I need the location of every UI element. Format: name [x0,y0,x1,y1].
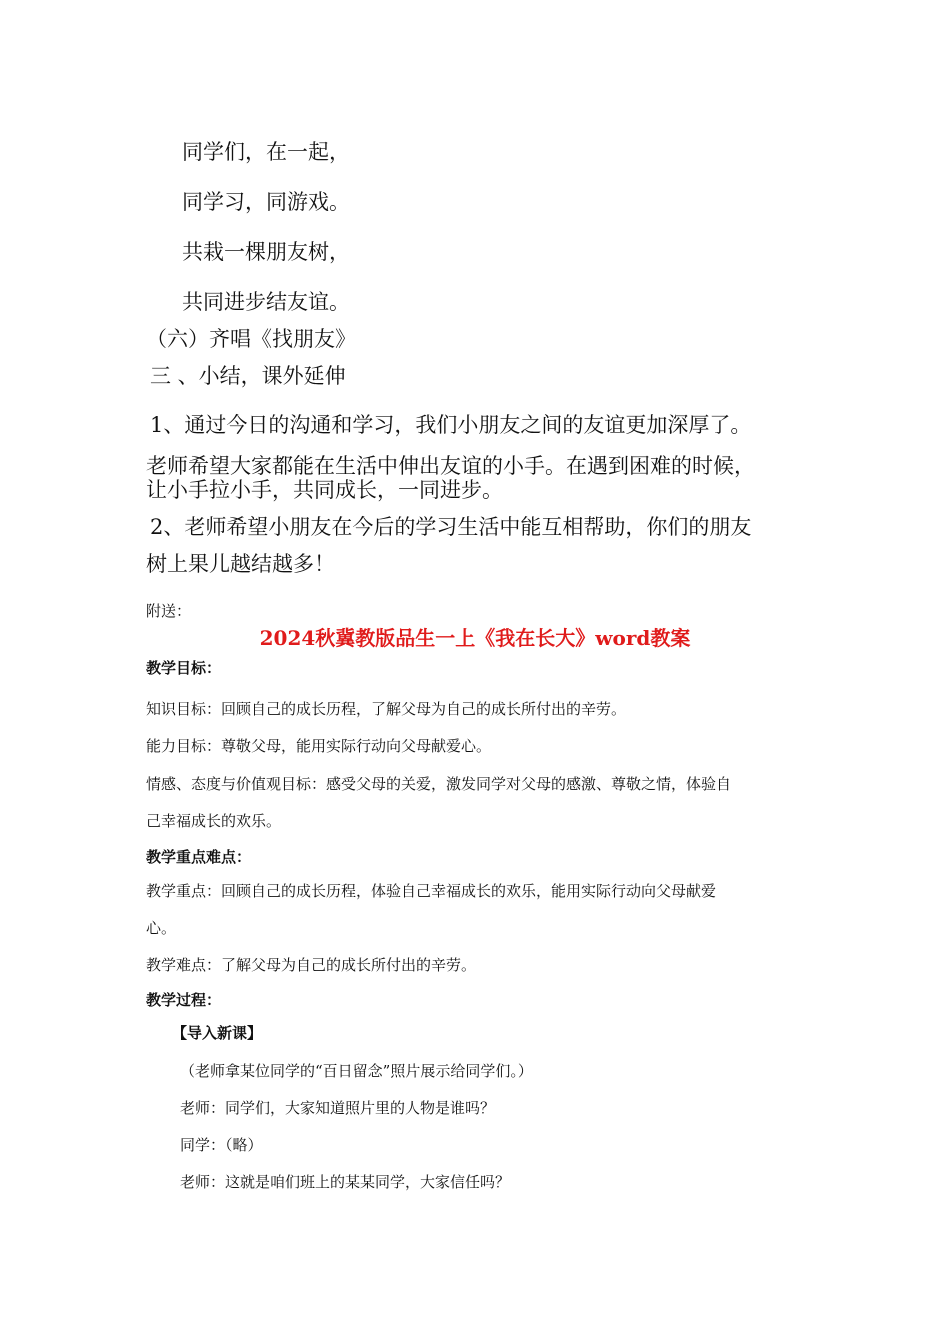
goal-ability: 能力目标：尊敬父母，能用实际行动向父母献爱心。 [146,737,492,755]
process-heading: 教学过程： [146,991,222,1009]
summary-item-1-line-3: 让小手拉小手，共同成长，一同进步。 [146,478,503,502]
lesson-title: 2024秋冀教版品生一上《我在长大》word教案 [259,626,691,650]
goal-emotion-line-2: 己幸福成长的欢乐。 [146,812,282,830]
key-point-line-2: 心。 [146,919,177,937]
poem-line-1: 同学们，在一起， [182,140,350,164]
poem-line-2: 同学习，同游戏。 [182,190,350,214]
difficulty-line: 教学难点：了解父母为自己的成长所付出的辛劳。 [146,956,477,974]
poem-line-3: 共栽一棵朋友树， [182,240,350,264]
process-line-2: 老师：同学们，大家知道照片里的人物是谁吗？ [180,1099,496,1117]
process-line-3: 同学：（略） [180,1136,263,1154]
process-line-1: （老师拿某位同学的“百日留念”照片展示给同学们。） [180,1062,533,1080]
goal-knowledge: 知识目标：回顾自己的成长历程，了解父母为自己的成长所付出的辛劳。 [146,700,627,718]
summary-item-2-line-2: 树上果儿越结越多！ [146,552,335,576]
section-six-heading: （六）齐唱《找朋友》 [146,327,356,351]
summary-item-1-line-1: 1、通过今日的沟通和学习，我们小朋友之间的友谊更加深厚了。 [150,413,752,437]
summary-item-1-line-2: 老师希望大家都能在生活中伸出友谊的小手。在遇到困难的时候， [146,454,755,478]
intro-heading: 【导入新课】 [172,1024,263,1042]
process-line-4: 老师：这就是咱们班上的某某同学，大家信任吗？ [180,1173,511,1191]
poem-line-4: 共同进步结友谊。 [182,290,350,314]
goal-emotion-line-1: 情感、态度与价值观目标：感受父母的关爱，激发同学对父母的感激、尊敬之情，体验自 [146,775,732,793]
key-point-line-1: 教学重点：回顾自己的成长历程，体验自己幸福成长的欢乐，能用实际行动向父母献爱 [146,882,717,900]
goals-heading: 教学目标： [146,659,222,677]
section-three-heading: 三 、小结，课外延伸 [150,364,346,388]
key-points-heading: 教学重点难点： [146,848,252,866]
summary-item-2-line-1: 2、老师希望小朋友在今后的学习生活中能互相帮助，你们的朋友 [150,515,752,539]
appendix-label: 附送： [146,602,192,620]
